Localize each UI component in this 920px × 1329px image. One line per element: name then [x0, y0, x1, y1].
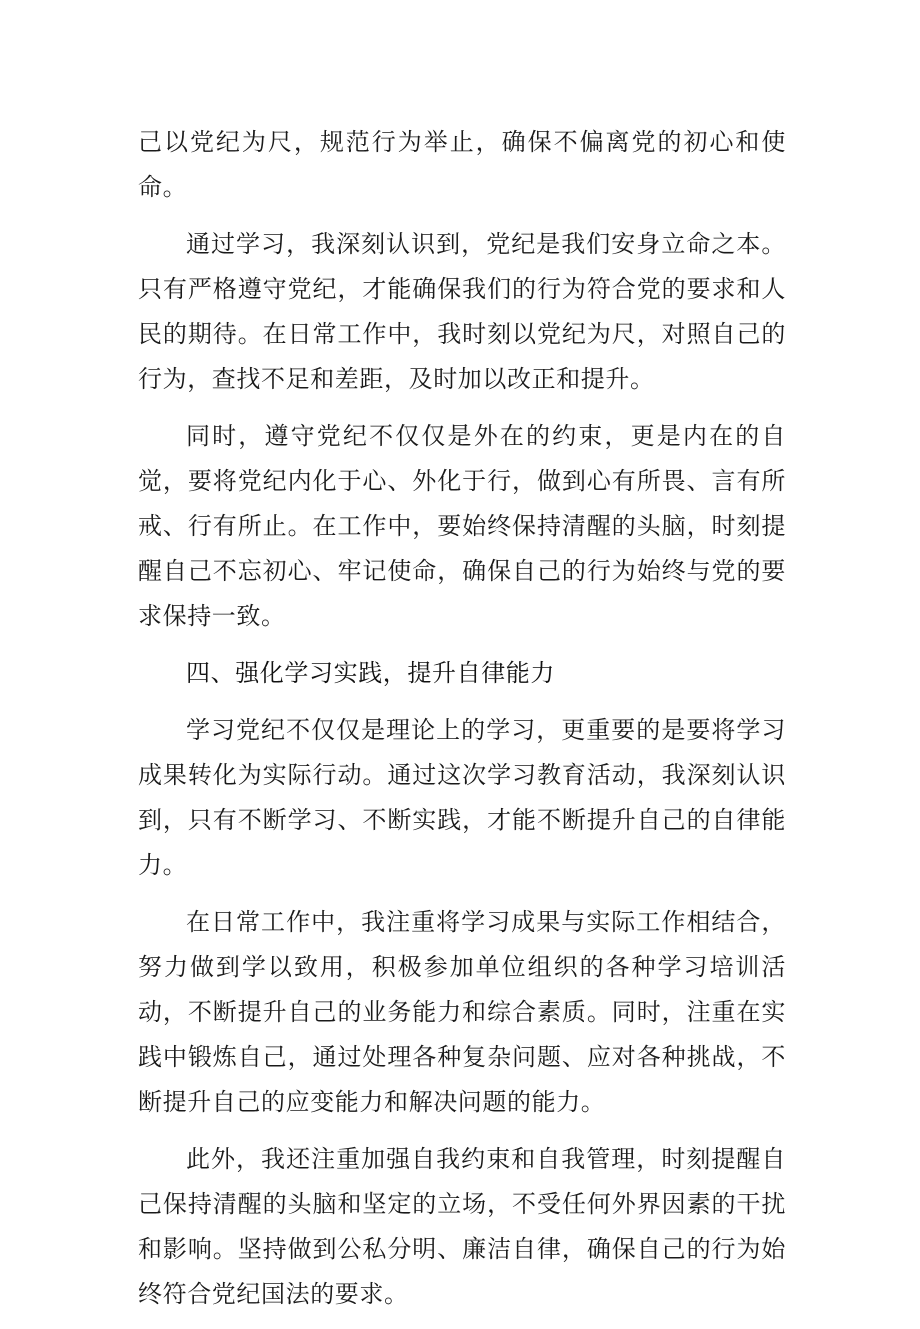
paragraph-party-discipline-foundation: 通过学习，我深刻认识到，党纪是我们安身立命之本。只有严格遵守党纪，才能确保我们的行为符合党的要求和人民的期待。在日常工作中，我时刻以党纪为尺，对照自己的行为，查找不足和差距，及时加以改正和提升。 [138, 230, 786, 393]
paragraph-daily-work-practice: 在日常工作中，我注重将学习成果与实际工作相结合，努力做到学以致用，积极参加单位组织的各种学习培训活动，不断提升自己的业务能力和综合素质。同时，注重在实践中锻炼自己，通过处理各种复杂问题、应对各种挑战，不断提升自己的应变能力和解决问题的能力。 [138, 908, 786, 1116]
paragraph-internalize-discipline: 同时，遵守党纪不仅仅是外在的约束，更是内在的自觉，要将党纪内化于心、外化于行，做到心有所畏、言有所戒、行有所止。在工作中，要始终保持清醒的头脑，时刻提醒自己不忘初心、牢记使命，确保自己的行为始终与党的要求保持一致。 [138, 422, 786, 630]
paragraph-self-discipline: 此外，我还注重加强自我约束和自我管理，时刻提醒自己保持清醒的头脑和坚定的立场，不受任何外界因素的干扰和影响。坚持做到公私分明、廉洁自律，确保自己的行为始终符合党纪国法的要求。 [138, 1145, 786, 1308]
paragraph-study-to-action: 学习党纪不仅仅是理论上的学习，更重要的是要将学习成果转化为实际行动。通过这次学习教育活动，我深刻认识到，只有不断学习、不断实践，才能不断提升自己的自律能力。 [138, 716, 786, 879]
paragraph-fragment: 己以党纪为尺，规范行为举止，确保不偏离党的初心和使命。 [138, 128, 786, 201]
document-body [138, 120, 786, 1329]
section-heading-four: 四、强化学习实践，提升自律能力 [186, 659, 555, 687]
